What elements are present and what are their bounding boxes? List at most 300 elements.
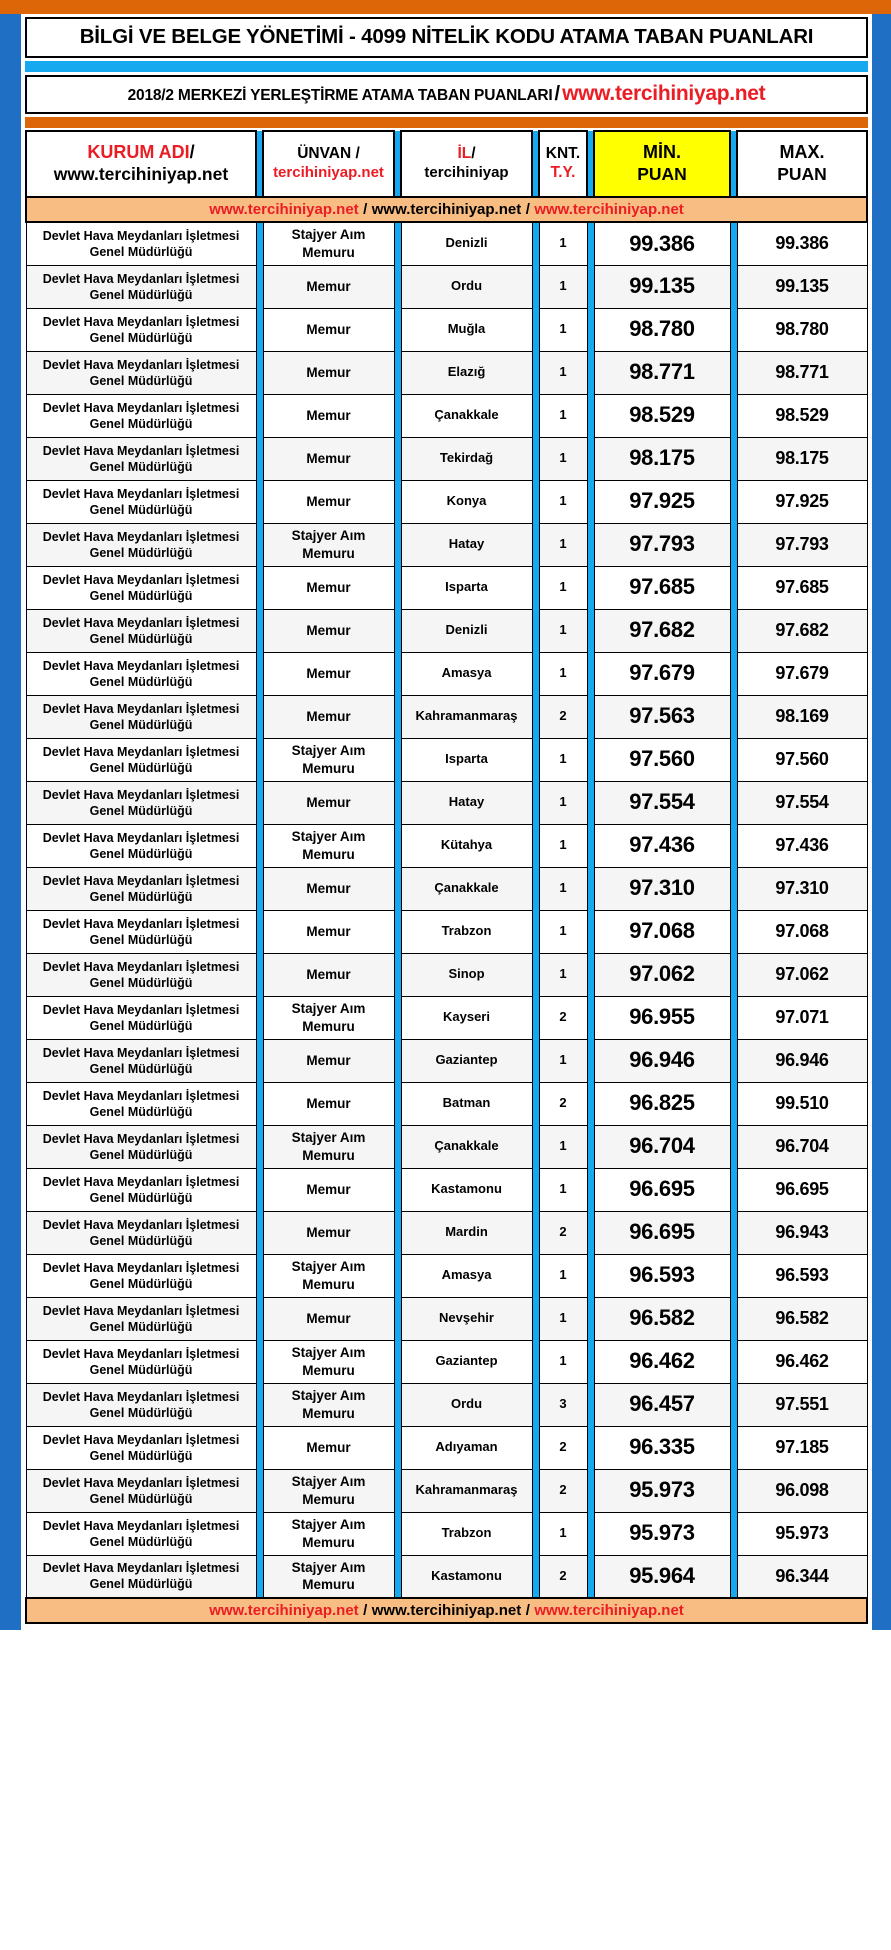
- column-divider: [532, 738, 539, 781]
- cell-min-puan: 96.704: [594, 1125, 730, 1168]
- col-header-unvan-line1: ÜNVAN /: [297, 145, 360, 163]
- col-header-knt-line1: KNT.: [545, 145, 581, 163]
- cell-max-puan: 96.582: [737, 1297, 867, 1340]
- cell-kontenjan: 2: [539, 1211, 587, 1254]
- table-row: [26, 437, 867, 480]
- column-divider: [587, 480, 594, 523]
- cell-il: Gaziantep: [401, 1340, 532, 1383]
- page-body: [21, 14, 872, 1630]
- cell-unvan: Stajyer Aım Memuru: [263, 1125, 394, 1168]
- cell-il: Denizli: [401, 222, 532, 265]
- cell-kurum-adi: Devlet Hava Meydanları İşletmesi Genel Müdürlüğü: [26, 437, 256, 480]
- cell-min-puan: 97.436: [594, 824, 730, 867]
- column-divider: [532, 1082, 539, 1125]
- column-divider: [532, 308, 539, 351]
- column-divider: [532, 1340, 539, 1383]
- cell-il: Hatay: [401, 523, 532, 566]
- cell-min-puan: 98.771: [594, 351, 730, 394]
- column-divider: [587, 609, 594, 652]
- column-divider: [730, 1254, 737, 1297]
- cell-kurum-adi: Devlet Hava Meydanları İşletmesi Genel Müdürlüğü: [26, 265, 256, 308]
- cell-min-puan: 97.560: [594, 738, 730, 781]
- cell-max-puan: 96.098: [737, 1469, 867, 1512]
- cell-kurum-adi: Devlet Hava Meydanları İşletmesi Genel Müdürlüğü: [26, 222, 256, 265]
- table-row: [26, 1340, 867, 1383]
- column-divider: [532, 910, 539, 953]
- cell-il: Muğla: [401, 308, 532, 351]
- table-row: [26, 609, 867, 652]
- cell-unvan: Memur: [263, 437, 394, 480]
- column-divider: [532, 351, 539, 394]
- column-divider: [730, 1555, 737, 1598]
- column-divider: [587, 1469, 594, 1512]
- column-divider: [256, 265, 263, 308]
- cell-unvan: Memur: [263, 480, 394, 523]
- column-divider: [730, 523, 737, 566]
- cell-kontenjan: 1: [539, 265, 587, 308]
- cell-kontenjan: 1: [539, 910, 587, 953]
- col-header-kurum-line1: KURUM ADI/: [87, 142, 195, 163]
- col-header-knt-line2: T.Y.: [550, 164, 576, 181]
- column-divider: [256, 480, 263, 523]
- cell-kontenjan: 1: [539, 394, 587, 437]
- column-divider: [532, 1211, 539, 1254]
- cell-kontenjan: 1: [539, 1039, 587, 1082]
- subtitle-site-link[interactable]: www.tercihiniyap.net: [562, 82, 766, 105]
- cell-min-puan: 97.685: [594, 566, 730, 609]
- table-row: [26, 910, 867, 953]
- column-divider: [256, 1254, 263, 1297]
- cell-kurum-adi: Devlet Hava Meydanları İşletmesi Genel Müdürlüğü: [26, 351, 256, 394]
- column-divider: [394, 953, 401, 996]
- cell-min-puan: 96.335: [594, 1426, 730, 1469]
- cell-min-puan: 96.825: [594, 1082, 730, 1125]
- cell-unvan: Stajyer Aım Memuru: [263, 222, 394, 265]
- table-row: [26, 523, 867, 566]
- cell-max-puan: 97.068: [737, 910, 867, 953]
- table-row: [26, 824, 867, 867]
- column-divider: [532, 867, 539, 910]
- cell-kontenjan: 1: [539, 953, 587, 996]
- table-row: [26, 996, 867, 1039]
- column-divider: [394, 1512, 401, 1555]
- cell-max-puan: 97.551: [737, 1383, 867, 1426]
- subtitle-text: 2018/2 MERKEZİ YERLEŞTİRME ATAMA TABAN PUANLARI: [127, 87, 553, 104]
- column-divider: [587, 1383, 594, 1426]
- cell-kontenjan: 1: [539, 566, 587, 609]
- cell-max-puan: 97.679: [737, 652, 867, 695]
- column-divider: [532, 609, 539, 652]
- cell-unvan: Stajyer Aım Memuru: [263, 523, 394, 566]
- column-divider: [394, 1426, 401, 1469]
- col-header-il-line2: tercihiniyap: [424, 164, 509, 182]
- cell-il: Amasya: [401, 652, 532, 695]
- column-divider: [587, 394, 594, 437]
- column-divider: [256, 953, 263, 996]
- cell-il: Trabzon: [401, 1512, 532, 1555]
- column-divider: [587, 781, 594, 824]
- scores-table: [25, 130, 868, 1624]
- column-divider: [256, 1512, 263, 1555]
- cell-il: Gaziantep: [401, 1039, 532, 1082]
- column-divider: [394, 1555, 401, 1598]
- cell-kurum-adi: Devlet Hava Meydanları İşletmesi Genel Müdürlüğü: [26, 1125, 256, 1168]
- cell-max-puan: 96.943: [737, 1211, 867, 1254]
- cell-max-puan: 98.771: [737, 351, 867, 394]
- column-divider: [730, 609, 737, 652]
- right-blue-rail: [872, 14, 891, 1630]
- cell-il: Mardin: [401, 1211, 532, 1254]
- column-divider: [532, 781, 539, 824]
- table-row: [26, 308, 867, 351]
- cell-il: Kastamonu: [401, 1168, 532, 1211]
- cell-min-puan: 95.973: [594, 1469, 730, 1512]
- column-divider: [730, 1426, 737, 1469]
- column-divider: [532, 1125, 539, 1168]
- column-divider: [394, 1340, 401, 1383]
- cell-unvan: Memur: [263, 1297, 394, 1340]
- cell-kurum-adi: Devlet Hava Meydanları İşletmesi Genel Müdürlüğü: [26, 1512, 256, 1555]
- cell-kontenjan: 1: [539, 1254, 587, 1297]
- column-divider: [730, 1211, 737, 1254]
- column-divider: [256, 910, 263, 953]
- column-divider: [587, 1297, 594, 1340]
- column-divider: [532, 1297, 539, 1340]
- column-divider: [587, 222, 594, 265]
- column-divider: [730, 1512, 737, 1555]
- column-divider: [532, 1426, 539, 1469]
- column-divider: [256, 652, 263, 695]
- table-row: [26, 265, 867, 308]
- cell-min-puan: 96.593: [594, 1254, 730, 1297]
- cell-il: Çanakkale: [401, 867, 532, 910]
- column-divider: [730, 1297, 737, 1340]
- column-divider: [394, 738, 401, 781]
- cell-il: Kahramanmaraş: [401, 695, 532, 738]
- promo-banner-top[interactable]: [26, 197, 867, 222]
- promo-site-3[interactable]: www.tercihiniyap.net: [534, 200, 684, 218]
- cell-min-puan: 99.135: [594, 265, 730, 308]
- promo-site-1[interactable]: www.tercihiniyap.net: [209, 200, 359, 218]
- cell-il: Tekirdağ: [401, 437, 532, 480]
- column-divider: [730, 910, 737, 953]
- column-divider: [730, 566, 737, 609]
- column-divider: [394, 910, 401, 953]
- column-divider: [587, 523, 594, 566]
- table-header-row: [26, 131, 867, 197]
- cell-unvan: Memur: [263, 265, 394, 308]
- column-divider: [730, 781, 737, 824]
- column-divider: [730, 437, 737, 480]
- table-row: [26, 867, 867, 910]
- column-divider: [394, 394, 401, 437]
- column-divider: [256, 222, 263, 265]
- column-divider: [394, 1039, 401, 1082]
- column-divider: [730, 1383, 737, 1426]
- cell-unvan: Memur: [263, 351, 394, 394]
- cell-max-puan: 97.554: [737, 781, 867, 824]
- cell-unvan: Memur: [263, 910, 394, 953]
- column-divider: [532, 437, 539, 480]
- cell-il: Kahramanmaraş: [401, 1469, 532, 1512]
- cell-min-puan: 96.946: [594, 1039, 730, 1082]
- page-title: [25, 17, 868, 58]
- column-divider: [587, 867, 594, 910]
- cell-kontenjan: 1: [539, 1512, 587, 1555]
- column-divider: [256, 781, 263, 824]
- cell-min-puan: 96.457: [594, 1383, 730, 1426]
- cell-max-puan: 96.695: [737, 1168, 867, 1211]
- cell-unvan: Stajyer Aım Memuru: [263, 996, 394, 1039]
- cell-kurum-adi: Devlet Hava Meydanları İşletmesi Genel Müdürlüğü: [26, 1555, 256, 1598]
- cell-kurum-adi: Devlet Hava Meydanları İşletmesi Genel Müdürlüğü: [26, 781, 256, 824]
- page-title-text: BİLGİ VE BELGE YÖNETİMİ - 4099 NİTELİK KODU ATAMA TABAN PUANLARI: [79, 25, 814, 48]
- cell-kontenjan: 1: [539, 738, 587, 781]
- cell-kurum-adi: Devlet Hava Meydanları İşletmesi Genel Müdürlüğü: [26, 910, 256, 953]
- cell-kurum-adi: Devlet Hava Meydanları İşletmesi Genel Müdürlüğü: [26, 523, 256, 566]
- cell-unvan: Memur: [263, 1168, 394, 1211]
- table-row: [26, 351, 867, 394]
- cell-min-puan: 98.529: [594, 394, 730, 437]
- cell-max-puan: 97.685: [737, 566, 867, 609]
- cell-kurum-adi: Devlet Hava Meydanları İşletmesi Genel Müdürlüğü: [26, 1340, 256, 1383]
- promo-banner-bottom[interactable]: [26, 1598, 867, 1623]
- cell-il: Kastamonu: [401, 1555, 532, 1598]
- cell-kontenjan: 1: [539, 781, 587, 824]
- cell-kontenjan: 2: [539, 1469, 587, 1512]
- cell-min-puan: 97.554: [594, 781, 730, 824]
- column-divider: [256, 609, 263, 652]
- cell-min-puan: 97.925: [594, 480, 730, 523]
- column-divider: [394, 523, 401, 566]
- column-divider: [532, 1039, 539, 1082]
- col-header-max-puan: [737, 131, 867, 197]
- table-row: [26, 394, 867, 437]
- promo-site-1[interactable]: www.tercihiniyap.net: [209, 1601, 359, 1619]
- cell-max-puan: 97.793: [737, 523, 867, 566]
- table-body: [26, 222, 867, 1598]
- cell-il: Kayseri: [401, 996, 532, 1039]
- column-divider: [532, 996, 539, 1039]
- column-divider: [587, 437, 594, 480]
- column-divider: [256, 695, 263, 738]
- column-divider: [587, 1125, 594, 1168]
- promo-site-2[interactable]: www.tercihiniyap.net: [371, 1601, 522, 1619]
- cell-min-puan: 96.582: [594, 1297, 730, 1340]
- column-divider: [532, 652, 539, 695]
- cell-max-puan: 99.135: [737, 265, 867, 308]
- column-divider: [587, 738, 594, 781]
- cell-min-puan: 96.462: [594, 1340, 730, 1383]
- column-divider: [730, 394, 737, 437]
- column-divider: [532, 1383, 539, 1426]
- cell-unvan: Memur: [263, 781, 394, 824]
- cell-il: Ordu: [401, 265, 532, 308]
- cell-kurum-adi: Devlet Hava Meydanları İşletmesi Genel Müdürlüğü: [26, 867, 256, 910]
- left-blue-rail: [0, 14, 21, 1630]
- cell-kontenjan: 1: [539, 1168, 587, 1211]
- column-divider: [587, 1426, 594, 1469]
- col-header-knt: [539, 131, 587, 197]
- promo-sep-2: /: [525, 200, 530, 218]
- cell-kontenjan: 2: [539, 695, 587, 738]
- promo-sep-1: /: [363, 1601, 368, 1619]
- cell-kontenjan: 1: [539, 1340, 587, 1383]
- col-header-kurum-line2: www.tercihiniyap.net: [53, 164, 229, 185]
- cell-kurum-adi: Devlet Hava Meydanları İşletmesi Genel Müdürlüğü: [26, 652, 256, 695]
- cell-min-puan: 97.563: [594, 695, 730, 738]
- cell-il: Sinop: [401, 953, 532, 996]
- column-divider: [730, 265, 737, 308]
- cell-il: Isparta: [401, 566, 532, 609]
- column-divider: [394, 480, 401, 523]
- column-divider: [394, 1168, 401, 1211]
- cell-kurum-adi: Devlet Hava Meydanları İşletmesi Genel Müdürlüğü: [26, 1082, 256, 1125]
- column-divider: [532, 523, 539, 566]
- cell-min-puan: 96.695: [594, 1211, 730, 1254]
- column-divider: [532, 953, 539, 996]
- cell-min-puan: 95.973: [594, 1512, 730, 1555]
- cell-il: Çanakkale: [401, 394, 532, 437]
- cell-kontenjan: 1: [539, 867, 587, 910]
- column-divider: [532, 824, 539, 867]
- table-row: [26, 1125, 867, 1168]
- column-divider: [532, 265, 539, 308]
- cell-il: Kütahya: [401, 824, 532, 867]
- cell-max-puan: 97.925: [737, 480, 867, 523]
- column-divider: [394, 566, 401, 609]
- cell-min-puan: 97.310: [594, 867, 730, 910]
- column-divider: [256, 131, 263, 197]
- top-orange-bar: [0, 0, 891, 14]
- cell-il: Amasya: [401, 1254, 532, 1297]
- col-header-max-line2: PUAN: [777, 164, 827, 185]
- column-divider: [256, 566, 263, 609]
- cell-max-puan: 97.560: [737, 738, 867, 781]
- column-divider: [587, 652, 594, 695]
- cell-kurum-adi: Devlet Hava Meydanları İşletmesi Genel Müdürlüğü: [26, 609, 256, 652]
- table-row: [26, 1555, 867, 1598]
- promo-sep-1: /: [363, 200, 368, 218]
- cell-kontenjan: 1: [539, 652, 587, 695]
- cell-kontenjan: 1: [539, 308, 587, 351]
- promo-sep-2: /: [525, 1601, 530, 1619]
- column-divider: [730, 1469, 737, 1512]
- table-row: [26, 953, 867, 996]
- cell-kontenjan: 2: [539, 1082, 587, 1125]
- col-header-max-line1: MAX.: [779, 142, 825, 163]
- cell-max-puan: 96.946: [737, 1039, 867, 1082]
- promo-row-bottom: [26, 1598, 867, 1623]
- cell-kurum-adi: Devlet Hava Meydanları İşletmesi Genel Müdürlüğü: [26, 394, 256, 437]
- column-divider: [587, 1555, 594, 1598]
- table-row: [26, 222, 867, 265]
- table-row: [26, 1512, 867, 1555]
- cell-kurum-adi: Devlet Hava Meydanları İşletmesi Genel Müdürlüğü: [26, 1469, 256, 1512]
- cell-min-puan: 97.679: [594, 652, 730, 695]
- column-divider: [394, 1082, 401, 1125]
- column-divider: [587, 1082, 594, 1125]
- promo-site-2[interactable]: www.tercihiniyap.net: [371, 200, 522, 218]
- column-divider: [532, 1555, 539, 1598]
- cell-unvan: Stajyer Aım Memuru: [263, 738, 394, 781]
- column-divider: [256, 824, 263, 867]
- cell-unvan: Memur: [263, 695, 394, 738]
- table-row: [26, 1039, 867, 1082]
- table-row: [26, 1297, 867, 1340]
- column-divider: [394, 1383, 401, 1426]
- table-row: [26, 1383, 867, 1426]
- column-divider: [532, 1512, 539, 1555]
- column-divider: [730, 824, 737, 867]
- table-row: [26, 1082, 867, 1125]
- column-divider: [730, 1168, 737, 1211]
- cell-kontenjan: 1: [539, 824, 587, 867]
- column-divider: [394, 652, 401, 695]
- column-divider: [532, 566, 539, 609]
- cell-unvan: Memur: [263, 308, 394, 351]
- cell-il: Batman: [401, 1082, 532, 1125]
- column-divider: [394, 996, 401, 1039]
- column-divider: [256, 437, 263, 480]
- column-divider: [587, 1039, 594, 1082]
- cell-il: Konya: [401, 480, 532, 523]
- table-row: [26, 1168, 867, 1211]
- cell-max-puan: 97.185: [737, 1426, 867, 1469]
- cell-min-puan: 97.793: [594, 523, 730, 566]
- table-row: [26, 1426, 867, 1469]
- cell-max-puan: 99.386: [737, 222, 867, 265]
- column-divider: [730, 1039, 737, 1082]
- table-row: [26, 480, 867, 523]
- cell-kurum-adi: Devlet Hava Meydanları İşletmesi Genel Müdürlüğü: [26, 824, 256, 867]
- column-divider: [730, 308, 737, 351]
- column-divider: [394, 1125, 401, 1168]
- cell-max-puan: 98.169: [737, 695, 867, 738]
- cell-unvan: Memur: [263, 867, 394, 910]
- column-divider: [730, 652, 737, 695]
- column-divider: [532, 695, 539, 738]
- cell-max-puan: 97.310: [737, 867, 867, 910]
- table-row: [26, 695, 867, 738]
- col-header-min-puan: [594, 131, 730, 197]
- col-header-min-line1: MİN.: [643, 142, 681, 163]
- column-divider: [394, 222, 401, 265]
- cell-max-puan: 97.682: [737, 609, 867, 652]
- cell-min-puan: 96.695: [594, 1168, 730, 1211]
- cell-max-puan: 97.062: [737, 953, 867, 996]
- cell-kurum-adi: Devlet Hava Meydanları İşletmesi Genel Müdürlüğü: [26, 308, 256, 351]
- column-divider: [730, 480, 737, 523]
- cell-kurum-adi: Devlet Hava Meydanları İşletmesi Genel Müdürlüğü: [26, 738, 256, 781]
- column-divider: [730, 738, 737, 781]
- cell-min-puan: 97.682: [594, 609, 730, 652]
- column-divider: [256, 308, 263, 351]
- table-row: [26, 738, 867, 781]
- subtitle-separator: /: [554, 83, 561, 105]
- cell-unvan: Stajyer Aım Memuru: [263, 1340, 394, 1383]
- column-divider: [256, 1426, 263, 1469]
- cell-kurum-adi: Devlet Hava Meydanları İşletmesi Genel Müdürlüğü: [26, 1039, 256, 1082]
- cell-unvan: Memur: [263, 953, 394, 996]
- cyan-divider-strip: [25, 61, 868, 72]
- cell-kontenjan: 1: [539, 609, 587, 652]
- cell-min-puan: 98.780: [594, 308, 730, 351]
- promo-site-3[interactable]: www.tercihiniyap.net: [534, 1601, 684, 1619]
- table-row: [26, 652, 867, 695]
- cell-max-puan: 95.973: [737, 1512, 867, 1555]
- cell-unvan: Stajyer Aım Memuru: [263, 824, 394, 867]
